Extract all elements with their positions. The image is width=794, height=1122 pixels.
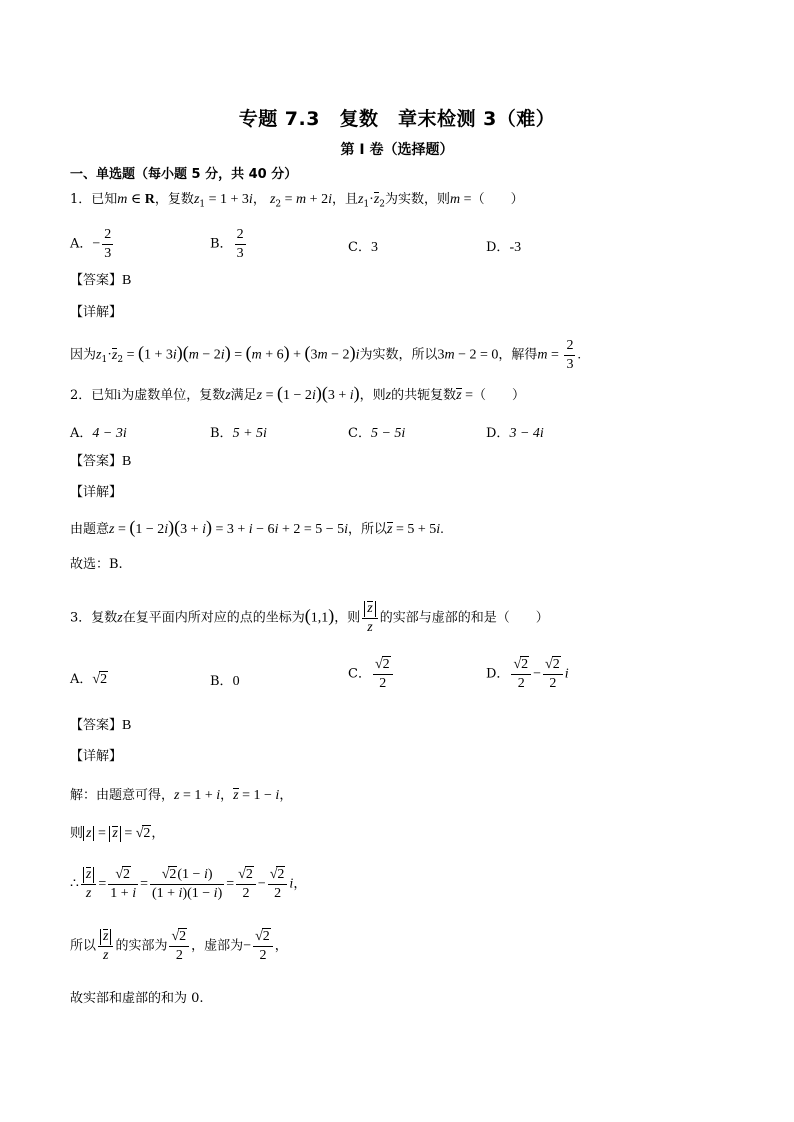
question-3-option-b: B．0 xyxy=(210,674,240,689)
question-3-option-c: C． $\frac{√2}{2}$ xyxy=(348,656,395,692)
question-1-option-a: A．− $\frac{2}{3}$ xyxy=(70,227,112,261)
question-3-solution-line-4: 所以 $\frac{z}{z}$ 的实部为 $\frac{√2}{2}$ ，虚部为− $\frac{√2}{2}$ ， xyxy=(70,929,288,963)
question-2-option-b: B．5 + 5i xyxy=(210,426,267,441)
question-2-answer: 【答案】B xyxy=(70,454,132,469)
section-heading: 一、单选题（每小题 5 分，共 40 分） xyxy=(70,167,298,182)
question-1-stem: 1．已知m ∈ R，复数$z_1 = 1 + 3i$， $z_2 = m + 2i$，且$z_1\cdot z_2$为实数，则m =（ ） xyxy=(70,192,524,210)
question-2-option-d: D．3 − 4i xyxy=(486,426,544,441)
question-3-solution-line-3: ∴ $\frac{z}{z}$ = $\frac{√2}{1 + i}$ = $\frac{√2(1 - i)}{(1 + i)(1 - i)}$ = $\frac{√2}{2}$ − $\frac{√2}{2}$ i， xyxy=(70,867,307,901)
question-2-solution: 由题意z = (1 − 2i)(3 + i) = 3 + i − 6i + 2 = 5 − 5i，所以z = 5 + 5i. xyxy=(70,517,444,537)
question-3-detail-label: 【详解】 xyxy=(70,749,123,764)
question-2-option-a: A．4 − 3i xyxy=(70,426,127,441)
question-2-stem: 2．已知i为虚数单位，复数z满足z = (1 − 2i)(3 + i)，则z的共轭复数z =（ ） xyxy=(70,383,525,403)
question-1-answer: 【答案】B xyxy=(70,273,132,288)
question-2-detail-label: 【详解】 xyxy=(70,485,123,500)
question-1-solution: 因为$z_1\cdot z_2 = (1 + 3i)(m - 2i) = (m + 6) + (3m - 2)i$为实数，所以3m − 2 = 0，解得m = $\frac{2}{3}$ . xyxy=(70,338,581,372)
question-2-option-c: C．5 − 5i xyxy=(348,426,406,441)
question-3-solution-line-2: 则 z = z = √2， xyxy=(70,826,165,841)
question-1-detail-label: 【详解】 xyxy=(70,305,123,320)
question-3-answer: 【答案】B xyxy=(70,718,132,733)
question-3-stem: 3．复数z在复平面内所对应的点的坐标为(1,1)，则 $\frac{z}{z}$ 的实部与虚部的和是（ ） xyxy=(70,601,549,635)
question-3-conclusion: 故实部和虚部的和为 0. xyxy=(70,991,204,1006)
question-1-option-d: D．-3 xyxy=(486,240,522,255)
question-1-option-c: C．3 xyxy=(348,240,378,255)
question-3-option-d: D． $\frac{√2}{2}$ − $\frac{√2}{2}$ i xyxy=(486,657,569,691)
page-title: 专题 7.3 复数 章末检测 3（难） xyxy=(238,108,556,130)
question-3-option-a: A．√2 xyxy=(70,672,108,687)
question-2-conclusion: 故选：B. xyxy=(70,557,123,572)
question-3-solution-line-1: 解：由题意可得，z = 1 + i，z = 1 − i， xyxy=(70,788,293,803)
question-1-option-b: B． $\frac{2}{3}$ xyxy=(210,227,244,261)
volume-subtitle: 第 I 卷（选择题） xyxy=(340,142,454,158)
